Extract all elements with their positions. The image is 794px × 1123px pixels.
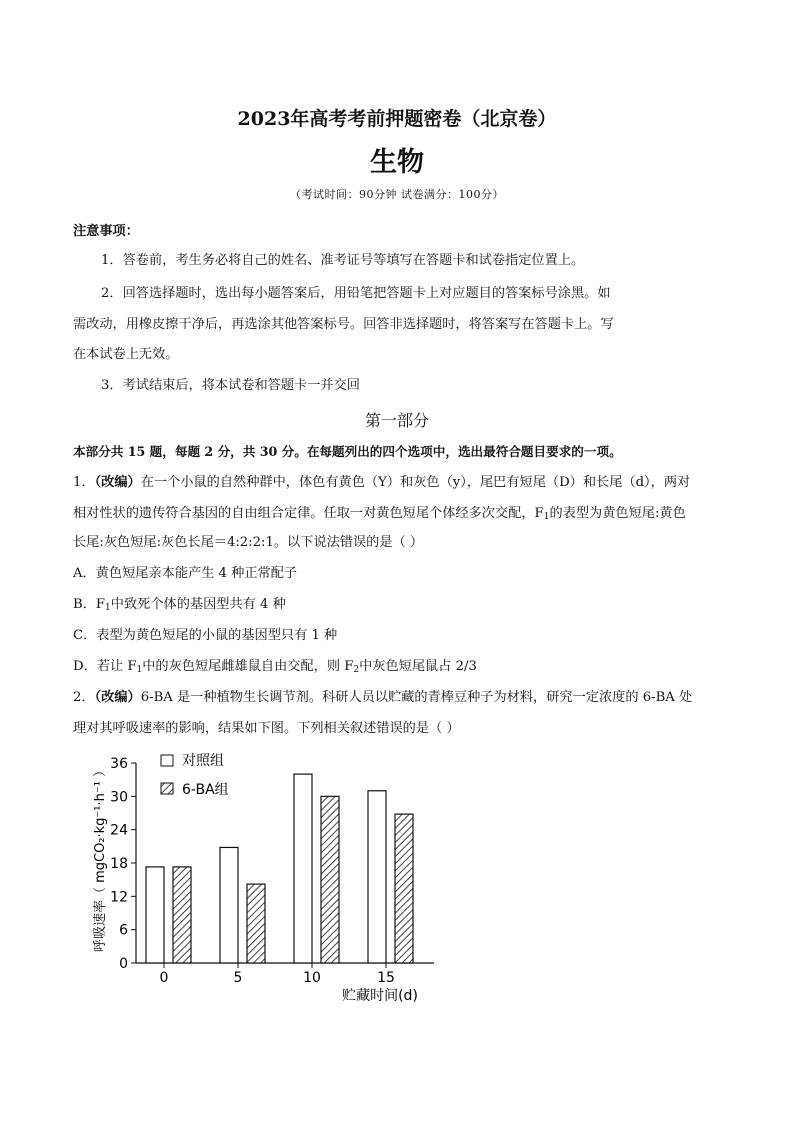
y-tick-label: 18 bbox=[110, 856, 128, 872]
subscript: 1 bbox=[543, 512, 550, 522]
question-1-option-a: A．黄色短尾亲本能产生 4 种正常配子 bbox=[73, 566, 298, 581]
notes-heading: 注意事项： bbox=[73, 224, 139, 239]
bar-control bbox=[368, 791, 386, 963]
bar-6ba bbox=[395, 814, 413, 963]
subject-title: 生物 bbox=[370, 147, 424, 178]
x-tick-label: 5 bbox=[233, 970, 243, 986]
legend-label-control: 对照组 bbox=[182, 753, 224, 769]
question-1-option-d bbox=[73, 655, 477, 675]
bar-6ba bbox=[173, 867, 191, 963]
y-tick-label: 24 bbox=[110, 822, 128, 839]
question-1-option-c: C．表型为黄色短尾的小鼠的基因型只有 1 种 bbox=[73, 628, 338, 643]
y-tick-label: 12 bbox=[110, 889, 128, 906]
bar-6ba bbox=[321, 796, 339, 963]
question-1-line-1 bbox=[73, 471, 690, 490]
legend-swatch-control bbox=[161, 755, 173, 766]
question-number: 1． bbox=[73, 475, 95, 490]
y-tick-label: 0 bbox=[119, 956, 128, 972]
option-text: D．若让 F bbox=[73, 659, 137, 674]
x-tick-label: 0 bbox=[159, 970, 169, 986]
question-1-line-3: 长尾:灰色短尾:灰色长尾＝4:2:2:1。以下说法错误的是（ ） bbox=[73, 535, 424, 550]
subscript: 2 bbox=[353, 665, 360, 675]
note-item-2-line-2: 需改动，用橡皮擦干净后，再选涂其他答案标号。回答非选择题时，将答案写在答题卡上。写 bbox=[73, 317, 614, 332]
question-1-option-b bbox=[73, 593, 286, 613]
question-2-line-1 bbox=[73, 686, 692, 705]
question-text: 6-BA 是一种植物生长调节剂。科研人员以贮藏的青棒豆种子为材料，研究一定浓度的 6-BA 处 bbox=[140, 690, 693, 705]
question-tag: （改编） bbox=[94, 475, 141, 490]
note-item-2-line-1: 2．回答选择题时，选出每小题答案后，用铅笔把答题卡上对应题目的答案标号涂黑。如 bbox=[101, 286, 611, 301]
bar-control bbox=[146, 867, 164, 963]
question-text: 的表型为黄色短尾:黄色 bbox=[549, 506, 686, 521]
respiration-bar-chart bbox=[86, 748, 446, 1010]
bar-control bbox=[220, 847, 238, 963]
x-tick-label: 10 bbox=[303, 970, 321, 986]
exam-title: 2023年高考考前押题密卷（北京卷） bbox=[237, 108, 557, 130]
legend-swatch-6ba bbox=[161, 783, 173, 794]
bar-control bbox=[294, 774, 312, 963]
section-heading: 第一部分 bbox=[364, 411, 429, 430]
exam-info: （考试时间：90分钟 试卷满分：100分） bbox=[290, 188, 504, 201]
part1-intro: 本部分共 15 题，每题 2 分，共 30 分。在每题列出的四个选项中，选出最符合题目要求的一项。 bbox=[73, 444, 622, 459]
question-tag: （改编） bbox=[94, 690, 141, 705]
question-text: 相对性状的遗传符合基因的自由组合定律。任取一对黄色短尾个体经多次交配，F bbox=[73, 506, 544, 521]
x-tick-label: 15 bbox=[377, 970, 395, 986]
legend-label-6ba: 6-BA组 bbox=[182, 782, 229, 798]
note-item-2-line-3: 在本试卷上无效。 bbox=[73, 347, 179, 362]
y-axis-label: 呼吸速率（ mgCO₂·kg⁻¹·h⁻¹ ） bbox=[93, 763, 108, 953]
subscript: 1 bbox=[105, 603, 111, 613]
note-item-1: 1．答卷前，考生务必将自己的姓名、准考证号等填写在答题卡和试卷指定位置上。 bbox=[101, 253, 585, 268]
y-tick-label: 6 bbox=[119, 922, 128, 939]
subscript: 1 bbox=[136, 665, 143, 675]
question-text: 在一个小鼠的自然种群中，体色有黄色（Y）和灰色（y），尾巴有短尾（D）和长尾（d），两对 bbox=[140, 475, 691, 490]
bar-6ba bbox=[247, 884, 265, 963]
option-text: 中的灰色短尾雌雄鼠自由交配，则 F bbox=[142, 659, 354, 674]
option-text: B．F bbox=[73, 597, 106, 612]
question-1-line-2 bbox=[73, 502, 686, 522]
x-axis-label: 贮藏时间(d) bbox=[342, 988, 418, 1004]
note-item-3: 3．考试结束后，将本试卷和答题卡一并交回 bbox=[101, 378, 360, 393]
y-tick-label: 30 bbox=[110, 789, 128, 806]
y-tick-label: 36 bbox=[110, 756, 128, 772]
option-text: 中致死个体的基因型共有 4 种 bbox=[110, 597, 286, 612]
question-2-line-2: 理对其呼吸速率的影响，结果如下图。下列相关叙述错误的是（ ） bbox=[73, 721, 460, 736]
question-number: 2． bbox=[73, 690, 95, 705]
option-text: 中灰色短尾鼠占 2/3 bbox=[359, 659, 477, 674]
